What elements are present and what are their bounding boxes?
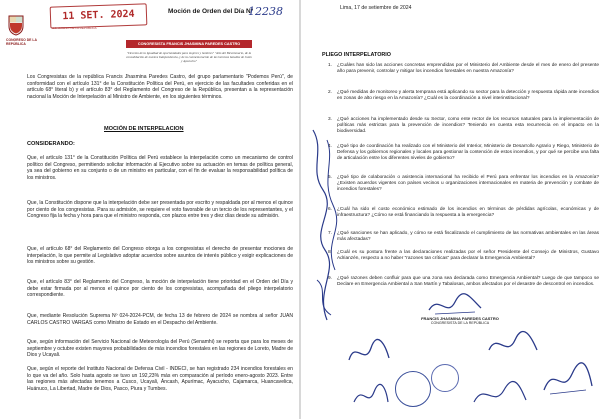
- reception-stamp: 11 SET. 2024: [50, 3, 148, 28]
- question-item: [328, 175, 599, 194]
- official-seal-icon: [395, 371, 431, 407]
- reception-stamp-caption: CONGRESO DE LA REPÚBLICA: [52, 26, 97, 30]
- question-item: [328, 250, 599, 262]
- considerando-paragraph: Que, el artículo 131° de la Constitución Política del Perú establece la interpelación como un mecanismo de control político del Congreso, permitiendo solicitar información al Ejecutivo sobre su actuación en temas de política general, ya sea del gobierno en su conjunto o de un ministro en particular, con el fin de evaluar la responsabilidad política de los ministros.: [27, 155, 293, 181]
- question-number: 2.: [328, 90, 332, 95]
- question-item: [328, 231, 599, 243]
- signature-icon: [485, 330, 541, 362]
- question-number: 5.: [328, 175, 332, 180]
- question-text: ¿Qué medidas de monitoreo y alerta temprana está aplicando su sector para la detección y respuesta rápida ante incendios en zonas de alto riesgo en la Amazonía? ¿Cuál es la coordinación a nivel interinstitucional?: [337, 90, 599, 102]
- question-text: ¿Cuál ha sido el costo económico estimado de los incendios en términos de pérdidas agrícolas, económicas y de infraestructura? ¿Cómo se está financiando la respuesta a la emergencia?: [337, 207, 599, 219]
- decenio-motto: "Decenio de la Igualdad de oportunidades para mujeres y hombres" "Año del Bicentenario, de la consolidación de nuestra Independencia, y de la conmemoración de las heroicas batallas de Junín y Ayacucho": [126, 51, 252, 64]
- letter-date: Lima, 17 de setiembre de 2024: [340, 5, 412, 11]
- considerando-paragraph: Que, la Constitución dispone que la interpelación debe ser presentada por escrito y respaldada por al menos el quince por ciento de los congresistas. Para su admisión, se requiere el voto favorable de un tercio de los representantes, y el Congreso fija la fecha y hora para que el ministro responda, con plazos entre tres y diez días desde su admisión.: [27, 200, 293, 220]
- congresista-banner: CONGRESISTA FRANCIS JHASMINA PAREDES CASTRO: [126, 40, 252, 48]
- signature-icon: [470, 378, 530, 412]
- motion-number: 12238: [248, 5, 283, 18]
- official-seal-icon: [431, 364, 459, 392]
- question-number: 9.: [328, 276, 332, 281]
- question-text: ¿Qué sanciones se han aplicado, y cómo se está fiscalizando el cumplimiento de las normativas ambientales en las áreas más afectadas?: [337, 231, 599, 243]
- pliego-title: PLIEGO INTERPELATORIO: [322, 52, 391, 58]
- intro-paragraph: Los Congresistas de la república Francis Jhasmina Paredes Castro, del grupo parlamentario "Podemos Perú", de conformidad con el artículo 131° de la Constitución Política del Perú, en ejercicio de las facultades conferidas en el artículo 68° literal b) y el artículo 83° del Reglamento del Congreso de la República, presentan a la representación nacional la Moción de Interpelación al Ministro de Ambiente, en los siguientes términos.: [27, 74, 293, 100]
- question-item: [328, 144, 599, 163]
- page-left: [0, 0, 300, 419]
- congreso-label: CONGRESO DE LA REPÚBLICA: [6, 38, 37, 47]
- considerando-paragraph: Que, mediante Resolución Suprema Nº 024-2024-PCM, de fecha 13 de febrero de 2024 se nombra al señor JUAN CARLOS CASTRO VARGAS como Ministro de Estado en el Despacho del Ambiente.: [27, 313, 293, 326]
- question-text: ¿Qué tipo de coordinación ha realizado con el Ministerio del Interior, Ministerio de Desarrollo Agrario y Riego, Ministerio de Defensa y los gobiernos regionales y locales para gestionar la contención de estos incendios, y por qué se percibe una falta de articulación entre los diferentes niveles de gobierno?: [337, 144, 599, 162]
- considerando-paragraph: Que, según información del Servicio Nacional de Meteorología del Perú (Senamhi) se reporta que para los meses de septiembre y octubre existen mayores probabilidades de más incendios forestales en las regiones de Loreto, Madre de Dios y Ucayali.: [27, 339, 293, 359]
- signature-icon: [350, 382, 392, 412]
- signature-icon: [345, 336, 393, 370]
- question-number: 1.: [328, 63, 332, 68]
- considerando-paragraph: Que, según el reporte del Instituto Nacional de Defensa Civil - INDECI, se han registrado 234 incendios forestales en lo que va del año. Solo hasta agosto se tuvo un 192,23% más en comparación al período enero-agosto 2023. Entre las regiones más afectadas tenemos a Cusco, Ucayali, Áncash, Apurímac, Ayacucho, Cajamarca, Huancavelica, Huánuco, La Libertad, Madre de Dios, Pasco, Piura y Tumbes.: [27, 366, 293, 392]
- signer-role: CONGRESISTA DE LA REPÚBLICA: [430, 321, 490, 325]
- question-number: 4.: [328, 144, 332, 149]
- considerando-title: CONSIDERANDO:: [27, 141, 75, 147]
- question-number: 7.: [328, 231, 332, 236]
- signature-icon: [425, 292, 485, 318]
- question-text: ¿Cuál es su postura frente a las declaraciones realizadas por el señor Presidente del Consejo de Ministros, Gustavo Adrianzén, respecto a no haber "razones tan críticas" para declarar la Emergencia Ambiental?: [337, 250, 599, 262]
- question-item: [328, 90, 599, 102]
- question-number: 6.: [328, 207, 332, 212]
- question-number: 3.: [328, 117, 332, 122]
- motion-title: Moción de Orden del Día Nº: [168, 8, 254, 15]
- peru-crest-icon: [6, 14, 26, 36]
- question-text: ¿Qué tipo de colaboración o asistencia internacional ha recibido el Perú para enfrentar los incendios en la Amazonía? ¿Existen acuerdos vigentes con países vecinos u organizaciones internacionales en materia de prevención y combate de incendios forestales?: [337, 175, 599, 193]
- signer-name: FRANCIS JHASMINA PAREDES CASTRO: [421, 316, 499, 321]
- question-item: [328, 276, 599, 288]
- question-text: ¿Cuáles han sido las acciones concretas emprendidas por el Ministerio del Ambiente desde el mes de enero del presente año para prevenir, controlar y mitigar los incendios forestales en nuestra Amazonía?: [337, 63, 599, 75]
- question-text: ¿Qué razones deben confluir para que una zona sea declarada como Emergencia Ambiental? Luego de que tampoco se Declare en Emergencia Ambiental a San Martín y Tabalosas, ambos afectados por el desastre de descontrol en incendios.: [337, 276, 599, 288]
- question-item: [328, 207, 599, 219]
- question-number: 8.: [328, 250, 332, 255]
- question-text: ¿Qué acciones ha implementado desde su Sector, como ente rector de los recursos naturales para la implementación de políticas más estrictas para la prevención de incendios? Teniendo en cuenta esta recurrencia en el impacto en la biodiversidad.: [337, 117, 599, 135]
- question-item: [328, 117, 599, 136]
- considerando-paragraph: Que, el artículo 83° del Reglamento del Congreso, la moción de interpelación tiene prioridad en el Orden del Día y debe estar firmada por al menos el quince por ciento de los congresistas, acompañada del pliego interpelatorio correspondiente.: [27, 279, 293, 299]
- signer-block: [410, 316, 510, 325]
- signature-icon: [540, 360, 596, 400]
- margin-signature-icon: [305, 120, 343, 350]
- section-title: MOCIÓN DE INTERPELACION: [104, 126, 184, 132]
- question-item: [328, 63, 599, 75]
- considerando-paragraph: Que, el artículo 68° del Reglamento del Congreso otorga a los congresistas el derecho de presentar mociones de interpelación, lo que permite al Legislativo adoptar acuerdos sobre asuntos de interés público y exigir explicaciones de los ministros sobre su gestión.: [27, 246, 293, 266]
